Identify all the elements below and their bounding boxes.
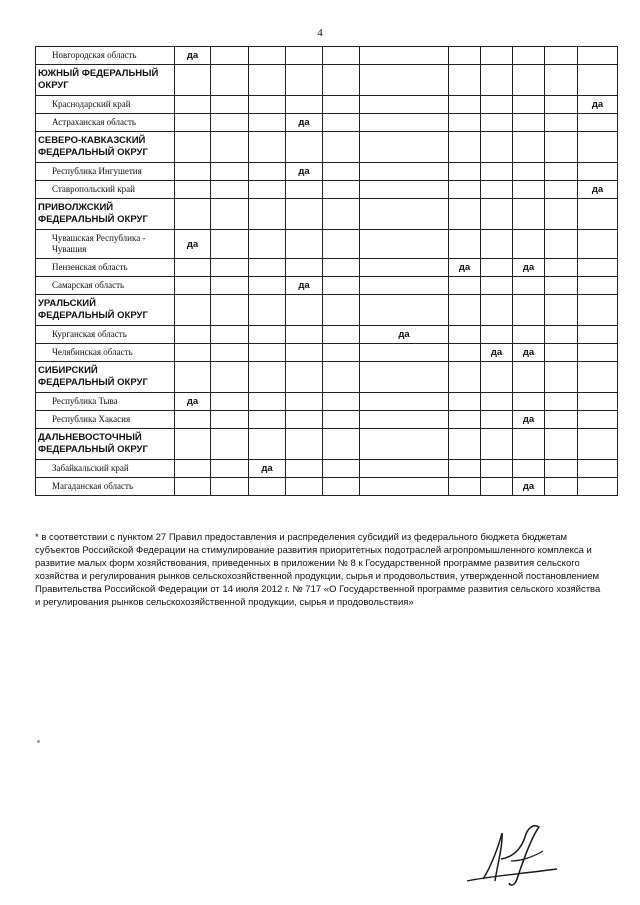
empty-cell xyxy=(211,411,249,429)
empty-cell xyxy=(360,344,449,362)
empty-cell xyxy=(360,230,449,259)
empty-cell xyxy=(545,460,578,478)
empty-cell xyxy=(578,132,618,163)
empty-cell xyxy=(175,132,211,163)
empty-cell xyxy=(175,295,211,326)
empty-cell xyxy=(481,478,513,496)
empty-cell xyxy=(481,277,513,295)
empty-cell xyxy=(545,393,578,411)
region-row xyxy=(36,478,618,496)
empty-cell xyxy=(513,393,545,411)
district-name: ПРИВОЛЖСКИЙ ФЕДЕРАЛЬНЫЙ ОКРУГ xyxy=(36,199,175,230)
mark-cell: да xyxy=(360,326,449,344)
district-row xyxy=(36,132,618,163)
empty-cell xyxy=(449,295,481,326)
empty-cell xyxy=(286,132,323,163)
region-row xyxy=(36,47,618,65)
empty-cell xyxy=(449,429,481,460)
empty-cell xyxy=(545,478,578,496)
region-name: Республика Хакасия xyxy=(36,411,175,429)
empty-cell xyxy=(449,411,481,429)
empty-cell xyxy=(545,114,578,132)
empty-cell xyxy=(286,478,323,496)
empty-cell xyxy=(249,295,286,326)
empty-cell xyxy=(175,163,211,181)
empty-cell xyxy=(286,259,323,277)
empty-cell xyxy=(323,429,360,460)
district-row xyxy=(36,199,618,230)
empty-cell xyxy=(249,362,286,393)
empty-cell xyxy=(323,259,360,277)
region-name: Чувашская Республика - Чувашия xyxy=(36,230,175,259)
empty-cell xyxy=(249,478,286,496)
empty-cell xyxy=(323,132,360,163)
empty-cell xyxy=(481,259,513,277)
mark-cell: да xyxy=(175,47,211,65)
empty-cell xyxy=(323,47,360,65)
page-number: 4 xyxy=(317,27,323,39)
empty-cell xyxy=(286,460,323,478)
empty-cell xyxy=(578,460,618,478)
empty-cell xyxy=(360,393,449,411)
empty-cell xyxy=(211,393,249,411)
empty-cell xyxy=(175,181,211,199)
empty-cell xyxy=(578,429,618,460)
empty-cell xyxy=(249,163,286,181)
empty-cell xyxy=(545,411,578,429)
subsidy-table xyxy=(35,46,618,496)
mark-cell: да xyxy=(175,230,211,259)
empty-cell xyxy=(323,295,360,326)
empty-cell xyxy=(545,362,578,393)
signature-icon xyxy=(455,815,565,890)
empty-cell xyxy=(286,362,323,393)
empty-cell xyxy=(211,114,249,132)
empty-cell xyxy=(578,295,618,326)
empty-cell xyxy=(360,96,449,114)
region-name: Челябинская область xyxy=(36,344,175,362)
empty-cell xyxy=(286,344,323,362)
empty-cell xyxy=(211,277,249,295)
empty-cell xyxy=(360,114,449,132)
empty-cell xyxy=(286,181,323,199)
empty-cell xyxy=(323,65,360,96)
region-row xyxy=(36,181,618,199)
empty-cell xyxy=(449,362,481,393)
empty-cell xyxy=(578,362,618,393)
district-row xyxy=(36,429,618,460)
empty-cell xyxy=(360,199,449,230)
empty-cell xyxy=(449,163,481,181)
empty-cell xyxy=(449,230,481,259)
region-row xyxy=(36,163,618,181)
mark-cell: да xyxy=(286,114,323,132)
mark-cell: да xyxy=(286,277,323,295)
district-row xyxy=(36,295,618,326)
empty-cell xyxy=(578,163,618,181)
empty-cell xyxy=(545,295,578,326)
empty-cell xyxy=(449,96,481,114)
mark-cell: да xyxy=(513,478,545,496)
region-row xyxy=(36,96,618,114)
empty-cell xyxy=(449,277,481,295)
region-row xyxy=(36,114,618,132)
empty-cell xyxy=(211,65,249,96)
empty-cell xyxy=(449,114,481,132)
empty-cell xyxy=(175,259,211,277)
empty-cell xyxy=(323,199,360,230)
empty-cell xyxy=(578,393,618,411)
empty-cell xyxy=(360,277,449,295)
region-name: Ставропольский край xyxy=(36,181,175,199)
empty-cell xyxy=(175,429,211,460)
empty-cell xyxy=(360,163,449,181)
region-name: Забайкальский край xyxy=(36,460,175,478)
region-row xyxy=(36,230,618,259)
empty-cell xyxy=(545,199,578,230)
empty-cell xyxy=(513,65,545,96)
mark-cell: да xyxy=(481,344,513,362)
empty-cell xyxy=(211,478,249,496)
empty-cell xyxy=(481,163,513,181)
empty-cell xyxy=(286,230,323,259)
empty-cell xyxy=(249,199,286,230)
empty-cell xyxy=(449,344,481,362)
empty-cell xyxy=(249,429,286,460)
empty-cell xyxy=(323,362,360,393)
empty-cell xyxy=(175,65,211,96)
empty-cell xyxy=(513,460,545,478)
empty-cell xyxy=(249,230,286,259)
empty-cell xyxy=(323,411,360,429)
empty-cell xyxy=(481,411,513,429)
region-name: Астраханская область xyxy=(36,114,175,132)
mark-cell: да xyxy=(578,181,618,199)
empty-cell xyxy=(360,259,449,277)
empty-cell xyxy=(545,230,578,259)
region-name: Новгородская область xyxy=(36,47,175,65)
region-row xyxy=(36,277,618,295)
empty-cell xyxy=(211,230,249,259)
empty-cell xyxy=(286,96,323,114)
empty-cell xyxy=(449,478,481,496)
empty-cell xyxy=(360,181,449,199)
empty-cell xyxy=(249,326,286,344)
empty-cell xyxy=(249,132,286,163)
empty-cell xyxy=(449,65,481,96)
empty-cell xyxy=(578,230,618,259)
empty-cell xyxy=(481,96,513,114)
empty-cell xyxy=(175,96,211,114)
empty-cell xyxy=(323,163,360,181)
empty-cell xyxy=(513,132,545,163)
mark-cell: да xyxy=(286,163,323,181)
empty-cell xyxy=(513,429,545,460)
district-name: СИБИРСКИЙ ФЕДЕРАЛЬНЫЙ ОКРУГ xyxy=(36,362,175,393)
empty-cell xyxy=(175,478,211,496)
empty-cell xyxy=(513,295,545,326)
empty-cell xyxy=(323,181,360,199)
empty-cell xyxy=(481,429,513,460)
empty-cell xyxy=(545,429,578,460)
empty-cell xyxy=(513,96,545,114)
empty-cell xyxy=(211,199,249,230)
empty-cell xyxy=(323,96,360,114)
empty-cell xyxy=(286,199,323,230)
empty-cell xyxy=(513,230,545,259)
empty-cell xyxy=(578,344,618,362)
district-name: ДАЛЬНЕВОСТОЧНЫЙ ФЕДЕРАЛЬНЫЙ ОКРУГ xyxy=(36,429,175,460)
empty-cell xyxy=(211,362,249,393)
empty-cell xyxy=(513,181,545,199)
empty-cell xyxy=(513,199,545,230)
empty-cell xyxy=(211,47,249,65)
empty-cell xyxy=(545,96,578,114)
empty-cell xyxy=(286,326,323,344)
mark-cell: да xyxy=(513,344,545,362)
region-name: Курганская область xyxy=(36,326,175,344)
empty-cell xyxy=(323,277,360,295)
margin-dot xyxy=(37,740,40,743)
empty-cell xyxy=(545,47,578,65)
empty-cell xyxy=(481,393,513,411)
empty-cell xyxy=(211,181,249,199)
region-row xyxy=(36,460,618,478)
empty-cell xyxy=(286,411,323,429)
region-row xyxy=(36,259,618,277)
mark-cell: да xyxy=(449,259,481,277)
empty-cell xyxy=(578,478,618,496)
empty-cell xyxy=(513,114,545,132)
mark-cell: да xyxy=(513,411,545,429)
empty-cell xyxy=(323,230,360,259)
region-row xyxy=(36,411,618,429)
empty-cell xyxy=(449,199,481,230)
empty-cell xyxy=(578,114,618,132)
empty-cell xyxy=(578,199,618,230)
empty-cell xyxy=(449,47,481,65)
empty-cell xyxy=(175,411,211,429)
empty-cell xyxy=(360,295,449,326)
empty-cell xyxy=(578,411,618,429)
region-name: Самарская область xyxy=(36,277,175,295)
empty-cell xyxy=(360,460,449,478)
empty-cell xyxy=(175,326,211,344)
empty-cell xyxy=(578,326,618,344)
empty-cell xyxy=(175,344,211,362)
empty-cell xyxy=(323,344,360,362)
empty-cell xyxy=(481,460,513,478)
district-name: ЮЖНЫЙ ФЕДЕРАЛЬНЫЙ ОКРУГ xyxy=(36,65,175,96)
region-name: Республика Ингушетия xyxy=(36,163,175,181)
empty-cell xyxy=(323,393,360,411)
empty-cell xyxy=(545,344,578,362)
mark-cell: да xyxy=(175,393,211,411)
empty-cell xyxy=(249,114,286,132)
empty-cell xyxy=(481,326,513,344)
region-name: Магаданская область xyxy=(36,478,175,496)
region-name: Краснодарский край xyxy=(36,96,175,114)
empty-cell xyxy=(578,47,618,65)
empty-cell xyxy=(545,132,578,163)
table-body xyxy=(36,47,618,496)
empty-cell xyxy=(211,96,249,114)
empty-cell xyxy=(481,295,513,326)
empty-cell xyxy=(249,277,286,295)
empty-cell xyxy=(286,393,323,411)
empty-cell xyxy=(175,277,211,295)
empty-cell xyxy=(249,259,286,277)
empty-cell xyxy=(249,96,286,114)
empty-cell xyxy=(481,114,513,132)
mark-cell: да xyxy=(578,96,618,114)
empty-cell xyxy=(211,460,249,478)
district-row xyxy=(36,362,618,393)
empty-cell xyxy=(249,65,286,96)
empty-cell xyxy=(211,344,249,362)
empty-cell xyxy=(249,181,286,199)
empty-cell xyxy=(211,326,249,344)
empty-cell xyxy=(449,460,481,478)
empty-cell xyxy=(360,362,449,393)
empty-cell xyxy=(286,65,323,96)
empty-cell xyxy=(545,163,578,181)
empty-cell xyxy=(545,65,578,96)
mark-cell: да xyxy=(513,259,545,277)
empty-cell xyxy=(513,163,545,181)
empty-cell xyxy=(175,199,211,230)
empty-cell xyxy=(249,411,286,429)
empty-cell xyxy=(481,362,513,393)
empty-cell xyxy=(545,181,578,199)
empty-cell xyxy=(449,393,481,411)
region-name: Республика Тыва xyxy=(36,393,175,411)
empty-cell xyxy=(578,277,618,295)
district-name: УРАЛЬСКИЙ ФЕДЕРАЛЬНЫЙ ОКРУГ xyxy=(36,295,175,326)
empty-cell xyxy=(360,47,449,65)
empty-cell xyxy=(211,259,249,277)
empty-cell xyxy=(481,230,513,259)
empty-cell xyxy=(360,65,449,96)
empty-cell xyxy=(211,132,249,163)
empty-cell xyxy=(449,181,481,199)
empty-cell xyxy=(249,393,286,411)
empty-cell xyxy=(481,65,513,96)
region-row xyxy=(36,326,618,344)
empty-cell xyxy=(513,277,545,295)
empty-cell xyxy=(578,65,618,96)
empty-cell xyxy=(175,114,211,132)
empty-cell xyxy=(481,199,513,230)
empty-cell xyxy=(481,132,513,163)
empty-cell xyxy=(249,344,286,362)
empty-cell xyxy=(513,326,545,344)
empty-cell xyxy=(286,47,323,65)
empty-cell xyxy=(323,460,360,478)
district-row xyxy=(36,65,618,96)
region-row xyxy=(36,344,618,362)
empty-cell xyxy=(513,362,545,393)
empty-cell xyxy=(175,460,211,478)
district-name: СЕВЕРО-КАВКАЗСКИЙ ФЕДЕРАЛЬНЫЙ ОКРУГ xyxy=(36,132,175,163)
empty-cell xyxy=(360,132,449,163)
footnote: * в соответствии с пунктом 27 Правил предоставления и распределения субсидий из федерального бюджета бюджетам субъектов Российской Федерации на стимулирование развития приоритетных подотраслей агропромышленного комплекса и развитие малых форм хозяйствования, приведенных в приложении № 8 к Государственной программе развития сельского хозяйства и регулирования рынков сельскохозяйственной продукции, сырья и продовольствия, утвержденной постановлением Правительства Российской Федерации от 14 июля 2012 г. № 717 «О Государственной программе развития сельского хозяйства и регулирования рынков сельскохозяйственной продукции, сырья и продовольствия» xyxy=(35,532,601,608)
empty-cell xyxy=(360,429,449,460)
empty-cell xyxy=(481,47,513,65)
empty-cell xyxy=(175,362,211,393)
empty-cell xyxy=(449,132,481,163)
empty-cell xyxy=(323,326,360,344)
empty-cell xyxy=(211,163,249,181)
empty-cell xyxy=(545,259,578,277)
empty-cell xyxy=(545,326,578,344)
region-name: Пензенская область xyxy=(36,259,175,277)
empty-cell xyxy=(286,295,323,326)
empty-cell xyxy=(249,47,286,65)
empty-cell xyxy=(481,181,513,199)
empty-cell xyxy=(323,478,360,496)
empty-cell xyxy=(578,259,618,277)
empty-cell xyxy=(211,429,249,460)
region-row xyxy=(36,393,618,411)
mark-cell: да xyxy=(249,460,286,478)
empty-cell xyxy=(360,478,449,496)
empty-cell xyxy=(449,326,481,344)
empty-cell xyxy=(545,277,578,295)
empty-cell xyxy=(323,114,360,132)
empty-cell xyxy=(360,411,449,429)
empty-cell xyxy=(286,429,323,460)
empty-cell xyxy=(211,295,249,326)
empty-cell xyxy=(513,47,545,65)
